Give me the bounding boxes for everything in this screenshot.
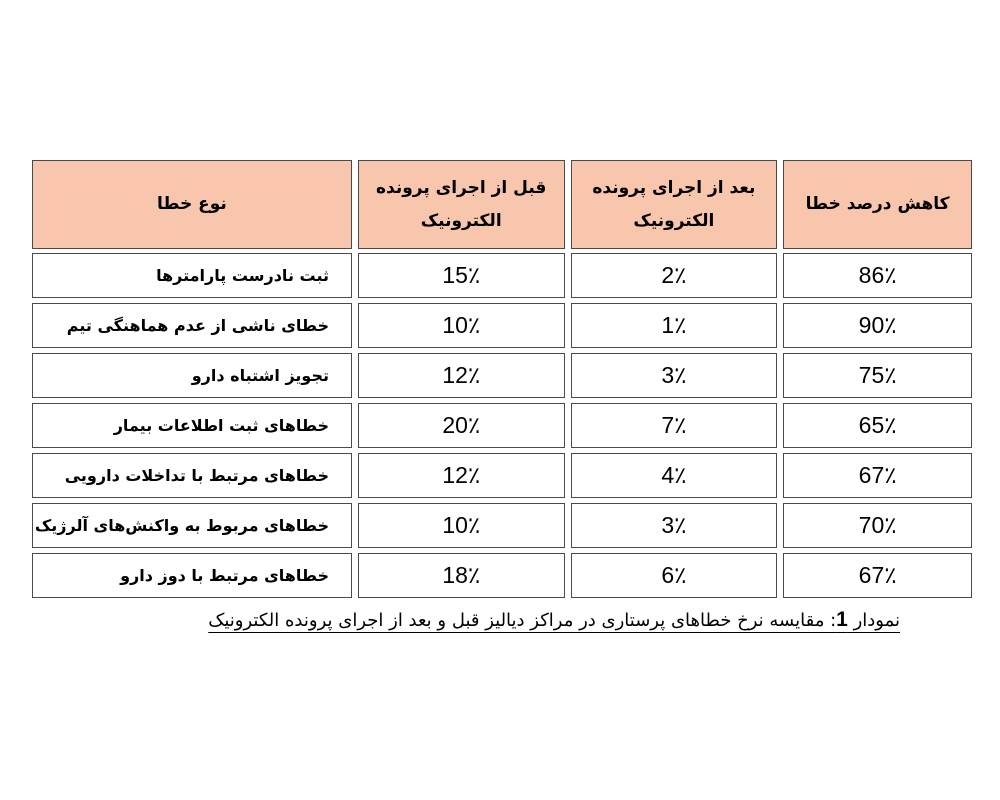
cell-error-type (32, 553, 352, 598)
header-reduction: کاهش درصد خطا (783, 160, 972, 249)
cell-reduction: 90٪ (783, 303, 972, 348)
error-type-label: خطای ناشی از عدم هماهنگی تیم (66, 316, 329, 335)
table-row (32, 403, 972, 448)
cell-error-type (32, 253, 352, 298)
cell-reduction: 67٪ (783, 453, 972, 498)
caption-text: : مقایسه نرخ خطاهای پرستاری در مراکز دیالیز قبل و بعد از اجرای پرونده الکترونیک (208, 610, 837, 631)
header-before: قبل از اجرای پرونده الکترونیک (358, 160, 565, 249)
cell-before: 20٪ (358, 403, 565, 448)
caption-label: نمودار (853, 610, 900, 631)
header-after: بعد از اجرای پرونده الکترونیک (571, 160, 778, 249)
table-row (32, 453, 972, 498)
cell-before: 10٪ (358, 503, 565, 548)
cell-after: 2٪ (571, 253, 778, 298)
cell-after: 3٪ (571, 503, 778, 548)
cell-before: 10٪ (358, 303, 565, 348)
cell-error-type (32, 503, 352, 548)
error-type-label: خطاهای مرتبط با دوز دارو (120, 566, 329, 585)
figure-caption (208, 608, 900, 632)
error-comparison-table (32, 160, 972, 603)
error-type-label: خطاهای مرتبط با تداخلات دارویی (64, 466, 329, 485)
cell-error-type (32, 453, 352, 498)
cell-reduction: 67٪ (783, 553, 972, 598)
cell-reduction: 65٪ (783, 403, 972, 448)
caption-number: 1 (836, 608, 848, 631)
cell-reduction: 86٪ (783, 253, 972, 298)
cell-error-type (32, 353, 352, 398)
cell-before: 12٪ (358, 453, 565, 498)
cell-reduction: 70٪ (783, 503, 972, 548)
cell-error-type (32, 303, 352, 348)
cell-reduction: 75٪ (783, 353, 972, 398)
table-row (32, 353, 972, 398)
cell-after: 7٪ (571, 403, 778, 448)
table-header-row (32, 160, 972, 249)
cell-before: 18٪ (358, 553, 565, 598)
error-type-label: تجویز اشتباه دارو (191, 366, 329, 385)
cell-after: 6٪ (571, 553, 778, 598)
error-type-label: خطاهای مربوط به واکنش‌های آلرژیک (34, 516, 329, 535)
header-error-type: نوع خطا (32, 160, 352, 249)
cell-error-type (32, 403, 352, 448)
table-row (32, 553, 972, 598)
cell-after: 4٪ (571, 453, 778, 498)
table-row (32, 253, 972, 298)
table-row (32, 303, 972, 348)
cell-before: 15٪ (358, 253, 565, 298)
error-type-label: خطاهای ثبت اطلاعات بیمار (113, 416, 329, 435)
cell-before: 12٪ (358, 353, 565, 398)
table-row (32, 503, 972, 548)
cell-after: 3٪ (571, 353, 778, 398)
cell-after: 1٪ (571, 303, 778, 348)
error-type-label: ثبت نادرست پارامترها (156, 266, 329, 285)
